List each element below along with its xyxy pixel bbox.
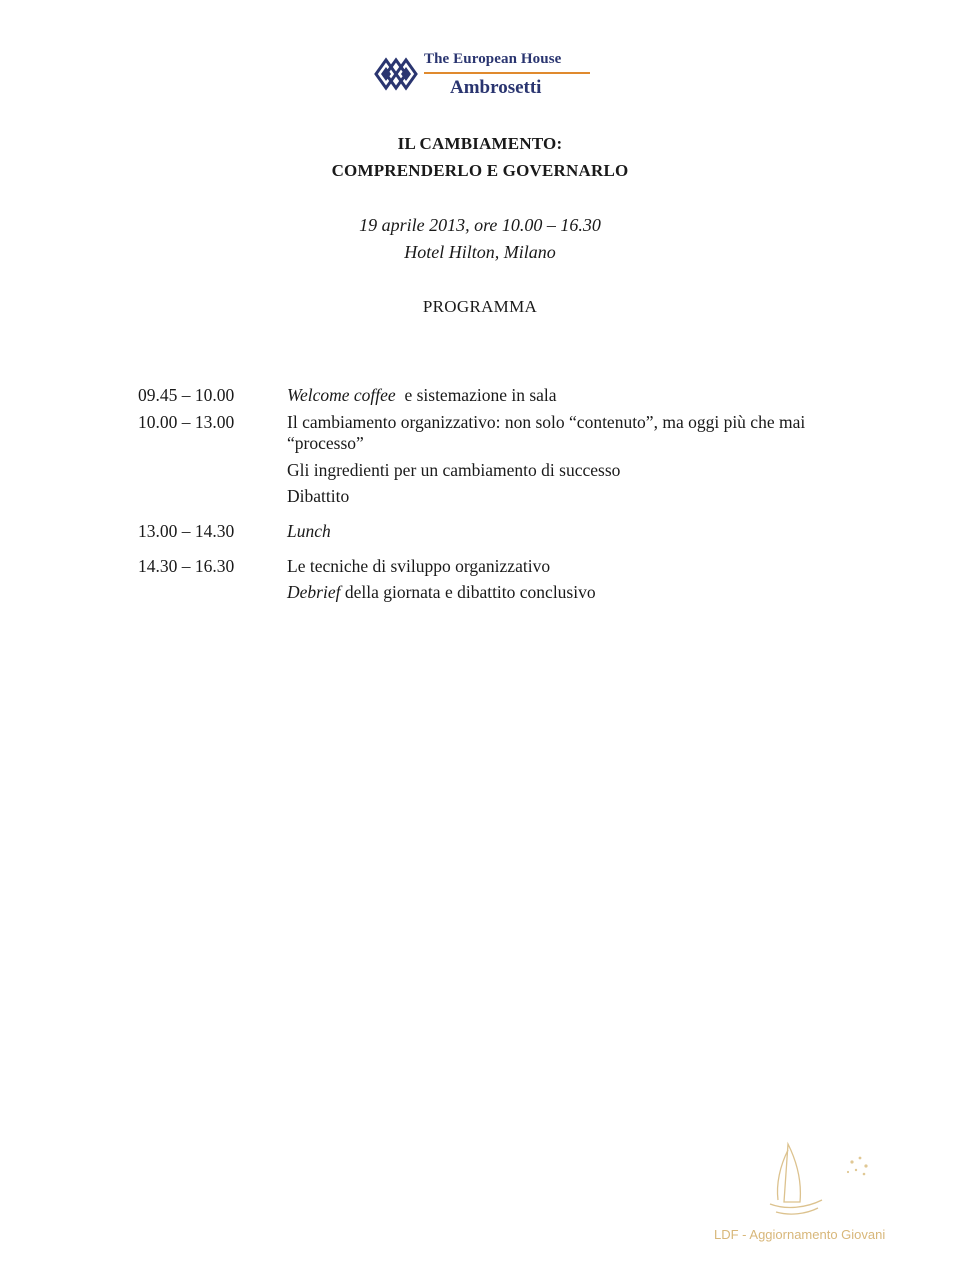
schedule-item [287,582,857,603]
event-date: 19 aprile 2013, ore 10.00 – 16.30 [359,215,601,235]
logo-line-2: Ambrosetti [450,77,542,98]
ambrosetti-logo-icon [372,54,418,94]
event-venue: Hotel Hilton, Milano [404,242,556,262]
company-logo [372,50,602,102]
event-title-line-1: IL CAMBIAMENTO: [397,134,563,153]
schedule-item-emphasis: Lunch [287,521,331,541]
schedule-item [287,385,857,406]
schedule-item [287,521,857,542]
schedule-item: Le tecniche di sviluppo organizzativo [287,556,551,576]
event-title-line-2: COMPRENDERLO E GOVERNARLO [331,161,629,180]
schedule-item: Dibattito [287,486,350,506]
schedule-item-text: e sistemazione in sala [395,385,557,405]
section-heading: PROGRAMMA [422,297,538,316]
logo-line-1: The European House [424,51,562,67]
schedule-time: 13.00 – 14.30 [138,521,235,541]
schedule-time: 09.45 – 10.00 [138,385,235,405]
sailboat-icon [756,1140,876,1220]
schedule-time: 10.00 – 13.00 [138,412,235,432]
schedule-time: 14.30 – 16.30 [138,556,235,576]
schedule-item-emphasis: Debrief [287,582,341,602]
schedule-item: Gli ingredienti per un cambiamento di successo [287,460,621,480]
footer-label: LDF - Aggiornamento Giovani [714,1227,886,1242]
schedule-item-emphasis: Welcome coffee [287,385,396,405]
schedule-item: Il cambiamento organizzativo: non solo “contenuto”, ma oggi più che mai “processo” [287,412,806,453]
schedule-item-text: della giornata e dibattito conclusivo [340,582,596,602]
logo-divider [424,72,590,74]
